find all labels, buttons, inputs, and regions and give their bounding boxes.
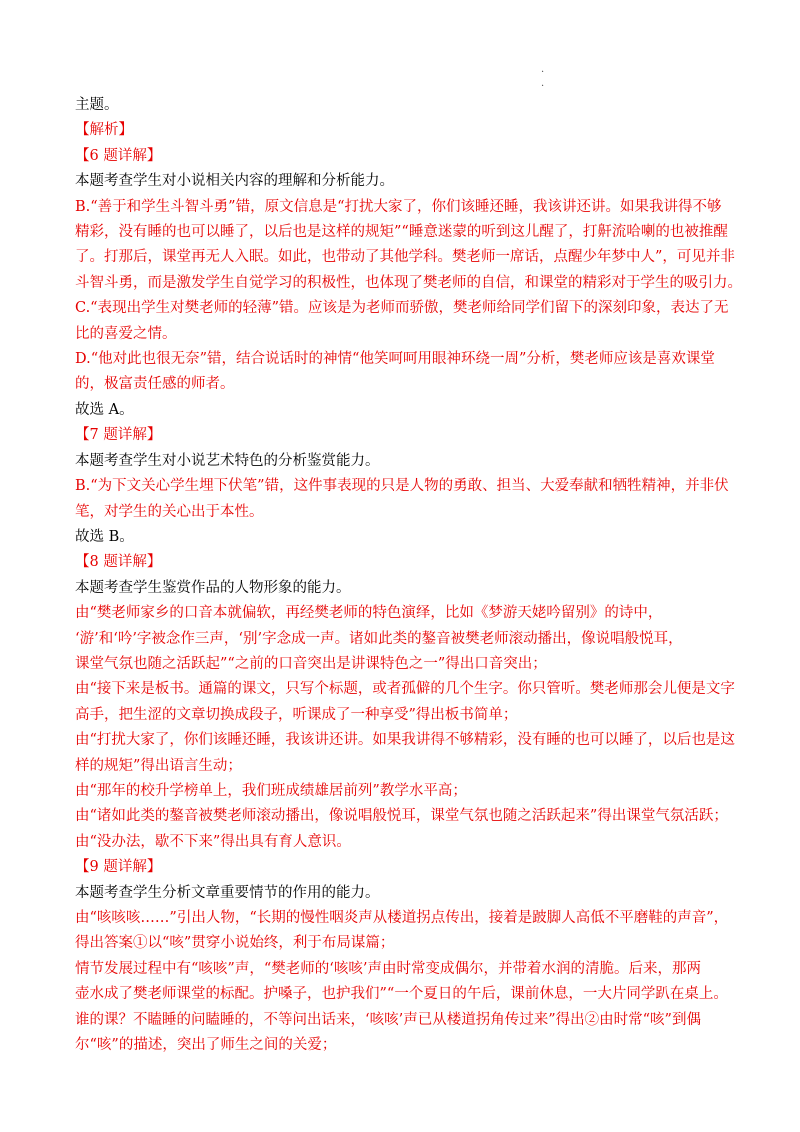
text-line: 由“咳咳咳……”引出人物，“长期的慢性咽炎声从楼道拐点传出，接着是跛脚人高低不平磨鞋的声音”， (75, 910, 729, 926)
text-line: 本题考查学生鉴赏作品的人物形象的能力。 (75, 579, 351, 596)
text-line: 比的喜爱之情。 (75, 325, 177, 342)
text-line: 尔“咳”的描述，突出了师生之间的关爱； (75, 1037, 337, 1054)
text-line: B.“为下文关心学生埋下伏笔”错，这件事表现的只是人物的勇敢、担当、大爱奉献和牺牲精神，并非伏 (75, 478, 729, 495)
text-line: 课堂气氛也随之活跃起”“之前的口音突出是讲课特色之一”得出口音突出； (75, 655, 547, 672)
text-line: 高手，把生涩的文章切换成段子，听课成了一种享受”得出板书简单； (75, 706, 518, 723)
text-line: 由“接下来是板书。通篇的课文，只写个标题，或者孤僻的几个生字。你只管听。樊老师那会儿便是文字 (75, 681, 735, 698)
text-line: 的，极富责任感的师者。 (75, 376, 235, 393)
text-line: 由“没办法，歇不下来”得出具有育人意识。 (75, 833, 351, 850)
text-line: 由“打扰大家了，你们该睡还睡，我该讲还讲。如果我讲得不够精彩，没有睡的也可以睡了，以后也是这 (75, 732, 735, 749)
text-line: 本题考查学生分析文章重要情节的作用的能力。 (75, 884, 380, 901)
text-line: 由“那年的校升学榜单上，我们班成绩雄居前列”教学水平高； (75, 782, 467, 799)
text-line: 样的规矩”得出语言生动； (75, 757, 242, 774)
text-line: 斗智斗勇，而是激发学生自觉学习的积极性，也体现了樊老师的自信，和课堂的精彩对于学生的吸引力。 (75, 274, 742, 291)
text-line: 谁的课？不瞌睡的问瞌睡的，不等问出话来，‘咳咳’声已从楼道拐角传过来”得出②由时常“咳”到偶 (75, 1011, 701, 1028)
text-line: 故选 B。 (75, 528, 134, 545)
text-line: 【7 题详解】 (75, 427, 162, 444)
text-line: ‘游’和‘吟’字被念作三声，‘别’字念成一声。诸如此类的鏊音被樊老师滚动播出，像说唱般悦耳， (75, 630, 683, 647)
text-line: 了。打那后，课堂再无人入眠。如此，也带动了其他学科。樊老师一席话，点醒少年梦中人”，可见并非 (75, 249, 735, 266)
text-line: 由“诸如此类的鏊音被樊老师滚动播出，像说唱般悦耳，课堂气氛也随之活跃起来”得出课堂气氛活跃； (75, 808, 728, 825)
text-line: 主题。 (75, 97, 119, 113)
text-line: 笔，对学生的关心出于本性。 (75, 503, 264, 520)
header-dots: · · (541, 67, 545, 92)
text-line: D.“他对此也很无奈”错，结合说话时的神情“他笑呵呵用眼神环绕一周”分析，樊老师应该是喜欢课堂 (75, 351, 715, 368)
text-line: 本题考查学生对小说相关内容的理解和分析能力。 (75, 173, 394, 190)
text-line: 【解析】 (75, 122, 133, 139)
text-line: 情节发展过程中有“咳咳”声，“樊老师的‘咳咳’声由时常变成偶尔，并带着水润的清脆。后来，那两 (75, 960, 701, 977)
text-line: 【9 题详解】 (75, 859, 162, 876)
text-line: C.“表现出学生对樊老师的轻薄”错。应该是为老师而骄傲，樊老师给同学们留下的深刻印象，表达了无 (75, 300, 729, 317)
text-line: 故选 A。 (75, 401, 134, 418)
text-line: 得出答案①以“咳”贯穿小说始终，利于布局谋篇； (75, 935, 395, 952)
text-line: 【6 题详解】 (75, 147, 162, 164)
text-line: 壶水成了樊老师课堂的标配。护嗓子，也护我们”“一个夏日的午后，课前休息，一大片同学趴在桌上。 (75, 986, 728, 1003)
text-line: 本题考查学生对小说艺术特色的分析鉴赏能力。 (75, 452, 380, 469)
text-line: 【8 题详解】 (75, 554, 162, 571)
document-body (75, 93, 742, 1058)
text-line: B.“善于和学生斗智斗勇”错，原文信息是“打扰大家了，你们该睡还睡，我该讲还讲。如果我讲得不够 (75, 198, 722, 215)
text-line: 由“樊老师家乡的口音本就偏软，再经樊老师的特色演绎，比如《梦游天姥吟留别》的诗中， (75, 605, 663, 622)
text-line: 精彩，没有睡的也可以睡了，以后也是这样的规矩”“睡意迷蒙的听到这儿醒了，打鼾流哈喇的也被推醒 (75, 224, 728, 241)
